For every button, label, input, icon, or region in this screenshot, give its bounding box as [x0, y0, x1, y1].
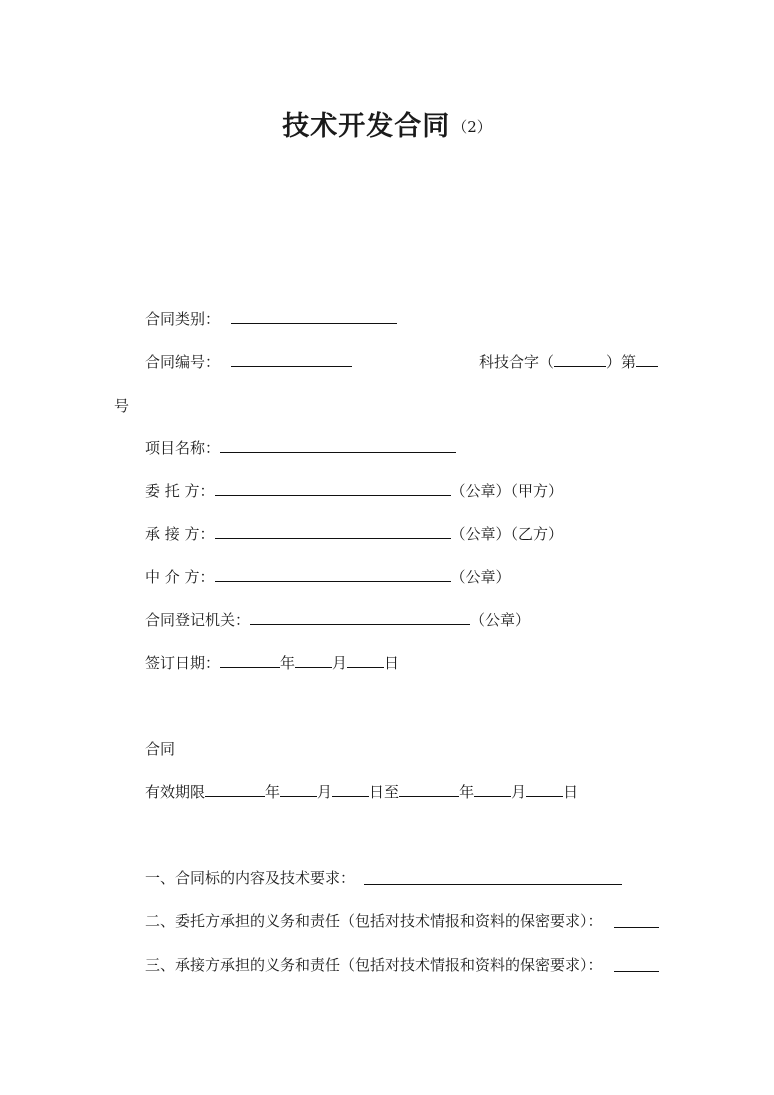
validity-month2-text: 月: [511, 783, 527, 801]
validity-end-month-blank[interactable]: [474, 782, 511, 797]
kejihezi-row: [479, 352, 658, 372]
validity-month-text: 月: [317, 783, 333, 801]
title-sub: （2）: [452, 118, 492, 136]
sign-month-text: 月: [332, 654, 348, 672]
validity-end-day-blank[interactable]: [526, 782, 563, 797]
validity-start-day-blank[interactable]: [332, 782, 369, 797]
kejihezi-mid: ）第: [606, 353, 637, 371]
sign-year-blank[interactable]: [220, 653, 280, 668]
intermediary-blank[interactable]: [215, 567, 451, 582]
contract-number-label: 合同编号：: [145, 353, 221, 371]
validity-start-year-blank[interactable]: [205, 782, 265, 797]
validity-heading: 合同: [145, 740, 176, 758]
validity-label: 有效期限: [145, 783, 206, 801]
section-1-blank[interactable]: [364, 870, 622, 885]
section-2-text: 二、委托方承担的义务和责任（包括对技术情报和资料的保密要求）：: [145, 912, 603, 930]
section-1-text: 一、合同标的内容及技术要求：: [145, 869, 356, 887]
registry-label: 合同登记机关：: [145, 611, 251, 629]
client-row: [145, 481, 563, 501]
validity-year-text: 年: [265, 783, 281, 801]
section-3-row: [145, 955, 603, 975]
sign-day-text: 日: [384, 654, 400, 672]
contract-category-row: [145, 309, 397, 329]
validity-row: [145, 782, 578, 802]
sign-month-blank[interactable]: [295, 653, 332, 668]
sign-day-blank[interactable]: [347, 653, 384, 668]
contract-category-label: 合同类别：: [145, 310, 221, 328]
validity-year2-text: 年: [459, 783, 475, 801]
contractor-suffix: （公章）（乙方）: [450, 525, 564, 543]
client-label: 委 托 方：: [145, 482, 215, 500]
section-2-blank[interactable]: [614, 913, 659, 928]
contract-category-blank[interactable]: [231, 309, 397, 324]
contractor-label: 承 接 方：: [145, 525, 215, 543]
sign-year-text: 年: [280, 654, 296, 672]
kejihezi-blank[interactable]: [554, 352, 606, 367]
contractor-row: [145, 524, 563, 544]
registry-blank[interactable]: [250, 610, 470, 625]
intermediary-row: [145, 567, 511, 587]
validity-day2-text: 日: [563, 783, 579, 801]
registry-row: [145, 610, 530, 630]
project-name-blank[interactable]: [220, 438, 456, 453]
validity-day-to-text: 日至: [369, 783, 400, 801]
sign-date-row: [145, 653, 399, 673]
sign-date-label: 签订日期：: [145, 654, 221, 672]
section-2-row: [145, 911, 603, 931]
client-blank[interactable]: [215, 481, 451, 496]
section-3-text: 三、承接方承担的义务和责任（包括对技术情报和资料的保密要求）：: [145, 956, 603, 974]
document-title: [0, 104, 774, 143]
project-name-row: [145, 438, 456, 458]
title-main: 技术开发合同: [282, 111, 451, 142]
section-3-blank[interactable]: [614, 957, 659, 972]
intermediary-label: 中 介 方：: [145, 568, 215, 586]
validity-start-month-blank[interactable]: [280, 782, 317, 797]
intermediary-suffix: （公章）: [450, 568, 511, 586]
contractor-blank[interactable]: [215, 524, 451, 539]
kejihezi-prefix: 科技合字（: [479, 353, 555, 371]
contract-number-row: [145, 352, 352, 372]
contract-number-blank[interactable]: [231, 352, 352, 367]
section-1-row: [145, 868, 355, 888]
validity-end-year-blank[interactable]: [399, 782, 459, 797]
registry-suffix: （公章）: [470, 611, 531, 629]
kejihezi-number-blank[interactable]: [636, 352, 658, 367]
hao-text: 号: [114, 397, 130, 415]
project-name-label: 项目名称：: [145, 439, 221, 457]
client-suffix: （公章）（甲方）: [450, 482, 564, 500]
